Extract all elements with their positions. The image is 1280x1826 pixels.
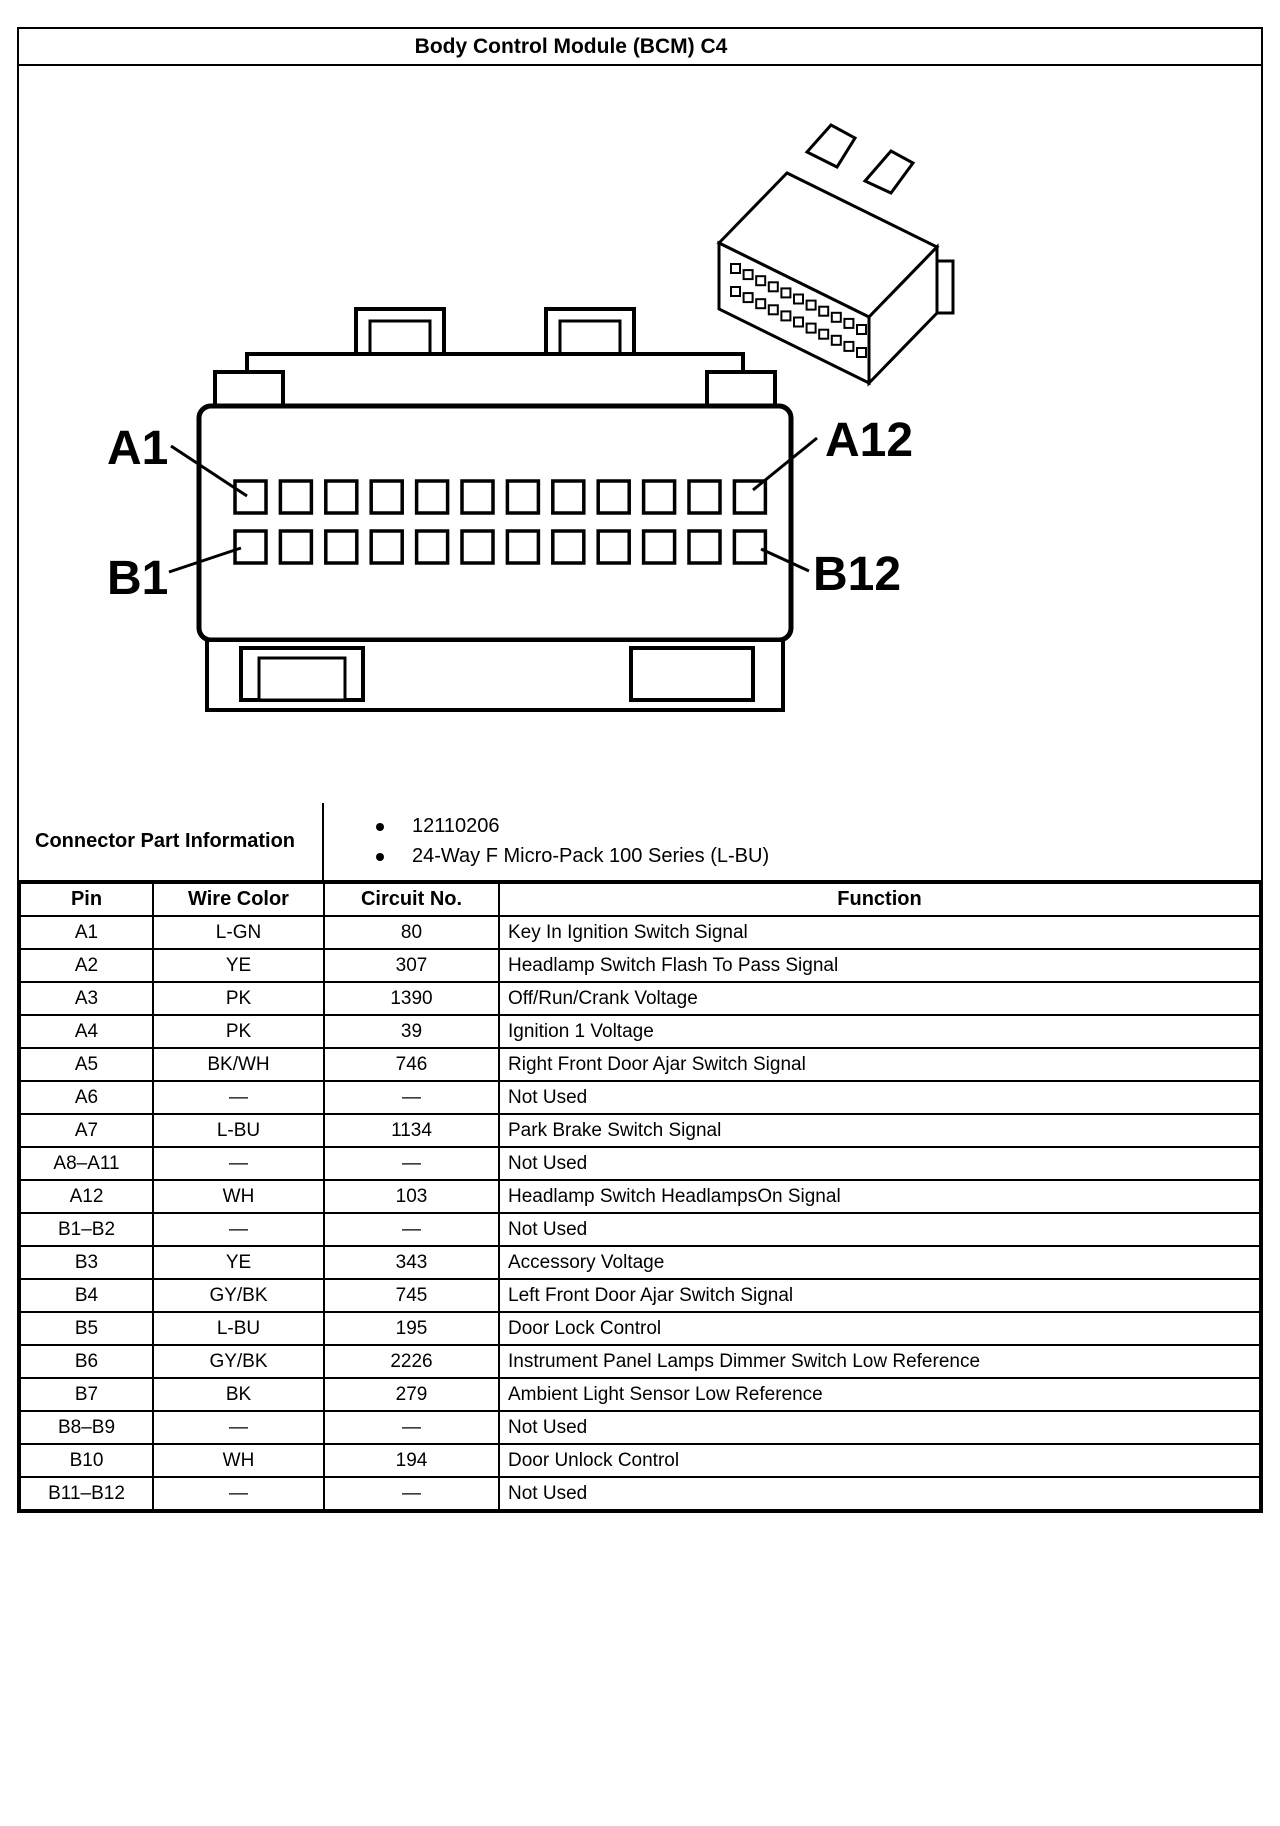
circuit-no-cell: 103: [324, 1180, 499, 1213]
function-cell: Instrument Panel Lamps Dimmer Switch Low Reference: [499, 1345, 1260, 1378]
function-cell: Door Lock Control: [499, 1312, 1260, 1345]
circuit-no-cell: 39: [324, 1015, 499, 1048]
part-description: 24-Way F Micro-Pack 100 Series (L-BU): [412, 845, 770, 867]
pin-cavity: [598, 481, 629, 513]
pin-cell: A3: [20, 982, 153, 1015]
pin-cell: A4: [20, 1015, 153, 1048]
label-b1: B1: [107, 552, 169, 605]
function-cell: Right Front Door Ajar Switch Signal: [499, 1048, 1260, 1081]
pin-cavity: [644, 481, 675, 513]
function-cell: Headlamp Switch HeadlampsOn Signal: [499, 1180, 1260, 1213]
pin-cell: A5: [20, 1048, 153, 1081]
function-cell: Ignition 1 Voltage: [499, 1015, 1260, 1048]
pin-cavity: [644, 531, 675, 563]
function-cell: Not Used: [499, 1411, 1260, 1444]
pin-hole-3d: [731, 287, 740, 296]
table-row: [20, 1477, 1260, 1510]
pin-cavity: [462, 531, 493, 563]
function-cell: Off/Run/Crank Voltage: [499, 982, 1260, 1015]
pin-cavity: [417, 481, 448, 513]
pin-cell: B10: [20, 1444, 153, 1477]
connector-diagram-svg: [19, 66, 1261, 803]
function-cell: Ambient Light Sensor Low Reference: [499, 1378, 1260, 1411]
side-tab: [937, 261, 953, 313]
pin-hole-3d: [844, 342, 853, 351]
pin-cavity: [734, 531, 765, 563]
pinout-table-body: [20, 916, 1260, 1510]
pin-cell: A7: [20, 1114, 153, 1147]
title-bar: [19, 29, 1261, 66]
table-row: [20, 1279, 1260, 1312]
pinout-table: [19, 882, 1261, 1511]
circuit-no-cell: —: [324, 1477, 499, 1510]
connector-front-view: [199, 309, 791, 710]
circuit-no-cell: 1390: [324, 982, 499, 1015]
pin-hole-3d: [756, 299, 765, 308]
wire-color-cell: BK/WH: [153, 1048, 324, 1081]
table-row: [20, 982, 1260, 1015]
function-cell: Left Front Door Ajar Switch Signal: [499, 1279, 1260, 1312]
pin-cell: A12: [20, 1180, 153, 1213]
function-cell: Accessory Voltage: [499, 1246, 1260, 1279]
function-cell: Key In Ignition Switch Signal: [499, 916, 1260, 949]
circuit-no-cell: 279: [324, 1378, 499, 1411]
function-cell: Not Used: [499, 1147, 1260, 1180]
connector-part-info: [19, 803, 1261, 882]
pin-cavity: [235, 481, 266, 513]
wire-color-cell: YE: [153, 949, 324, 982]
pin-cavity: [280, 531, 311, 563]
part-info-label: Connector Part Information: [19, 803, 324, 880]
pin-hole-3d: [832, 336, 841, 345]
circuit-no-cell: 2226: [324, 1345, 499, 1378]
wire-color-cell: —: [153, 1477, 324, 1510]
table-row: [20, 1114, 1260, 1147]
pin-cavity: [280, 481, 311, 513]
table-row: [20, 1213, 1260, 1246]
table-row: [20, 916, 1260, 949]
pin-hole-3d: [794, 318, 803, 327]
pin-hole-3d: [819, 307, 828, 316]
pin-cell: B4: [20, 1279, 153, 1312]
pin-cell: B6: [20, 1345, 153, 1378]
circuit-no-cell: —: [324, 1213, 499, 1246]
label-b12: B12: [813, 548, 902, 601]
connector-diagram: [19, 66, 1261, 803]
table-row: [20, 1345, 1260, 1378]
part-number: 12110206: [412, 815, 500, 837]
pin-cavity: [462, 481, 493, 513]
header-pin: Pin: [20, 883, 153, 916]
wire-color-cell: BK: [153, 1378, 324, 1411]
circuit-no-cell: 745: [324, 1279, 499, 1312]
circuit-no-cell: 1134: [324, 1114, 499, 1147]
circuit-no-cell: 194: [324, 1444, 499, 1477]
function-cell: Not Used: [499, 1213, 1260, 1246]
pin-cavity: [371, 531, 402, 563]
table-row: [20, 1015, 1260, 1048]
function-cell: Not Used: [499, 1081, 1260, 1114]
pin-cell: B1–B2: [20, 1213, 153, 1246]
pin-hole-3d: [781, 311, 790, 320]
function-cell: Headlamp Switch Flash To Pass Signal: [499, 949, 1260, 982]
latch-3d: [807, 125, 855, 167]
document-frame: [17, 27, 1263, 1513]
corner-bump: [707, 372, 775, 408]
table-row: [20, 949, 1260, 982]
wire-color-cell: —: [153, 1147, 324, 1180]
pin-cavity: [417, 531, 448, 563]
pin-cavity: [326, 481, 357, 513]
pin-hole-3d: [832, 313, 841, 322]
circuit-no-cell: —: [324, 1081, 499, 1114]
latch-3d: [865, 151, 913, 193]
wire-color-cell: GY/BK: [153, 1279, 324, 1312]
table-row: [20, 1444, 1260, 1477]
corner-bump: [215, 372, 283, 408]
pin-hole-3d: [844, 319, 853, 328]
table-row: [20, 1378, 1260, 1411]
circuit-no-cell: —: [324, 1147, 499, 1180]
pin-hole-3d: [794, 295, 803, 304]
pin-cavity: [734, 481, 765, 513]
skirt-slot: [631, 648, 753, 700]
wire-color-cell: L-GN: [153, 916, 324, 949]
pin-hole-3d: [731, 264, 740, 273]
circuit-no-cell: 80: [324, 916, 499, 949]
part-info-item: [376, 845, 1253, 868]
pin-cavity: [689, 531, 720, 563]
pin-hole-3d: [857, 325, 866, 334]
label-a12: A12: [825, 414, 914, 467]
pin-cavity: [371, 481, 402, 513]
label-a1: A1: [107, 422, 169, 475]
wire-color-cell: L-BU: [153, 1114, 324, 1147]
pin-cavity: [553, 481, 584, 513]
pin-hole-3d: [744, 270, 753, 279]
connector-3d-view: [719, 125, 953, 383]
pin-hole-3d: [819, 330, 828, 339]
pin-cell: A2: [20, 949, 153, 982]
pin-cavity: [507, 481, 538, 513]
page-title: Body Control Module (BCM) C4: [414, 34, 728, 58]
skirt-slot-inner: [259, 658, 345, 700]
pin-hole-3d: [807, 301, 816, 310]
wire-color-cell: —: [153, 1411, 324, 1444]
pin-cell: B3: [20, 1246, 153, 1279]
circuit-no-cell: 307: [324, 949, 499, 982]
table-row: [20, 1081, 1260, 1114]
function-cell: Not Used: [499, 1477, 1260, 1510]
pin-hole-3d: [807, 324, 816, 333]
wire-color-cell: L-BU: [153, 1312, 324, 1345]
wire-color-cell: —: [153, 1081, 324, 1114]
pin-cell: B11–B12: [20, 1477, 153, 1510]
wire-color-cell: WH: [153, 1180, 324, 1213]
pin-hole-3d: [781, 288, 790, 297]
top-strip: [247, 354, 743, 408]
wire-color-cell: —: [153, 1213, 324, 1246]
wire-color-cell: GY/BK: [153, 1345, 324, 1378]
table-row: [20, 1180, 1260, 1213]
bullet-icon: [376, 853, 384, 861]
pin-hole-3d: [857, 348, 866, 357]
pin-cavity: [598, 531, 629, 563]
circuit-no-cell: 746: [324, 1048, 499, 1081]
pin-cavity: [507, 531, 538, 563]
pin-hole-3d: [769, 282, 778, 291]
pin-cell: B8–B9: [20, 1411, 153, 1444]
pin-cell: B7: [20, 1378, 153, 1411]
pin-hole-3d: [756, 276, 765, 285]
table-row: [20, 1147, 1260, 1180]
header-circuit-no: Circuit No.: [324, 883, 499, 916]
function-cell: Park Brake Switch Signal: [499, 1114, 1260, 1147]
table-row: [20, 1411, 1260, 1444]
part-info-item: [376, 815, 1253, 838]
pin-cavity: [326, 531, 357, 563]
header-wire-color: Wire Color: [153, 883, 324, 916]
circuit-no-cell: 195: [324, 1312, 499, 1345]
wire-color-cell: WH: [153, 1444, 324, 1477]
connector-body: [199, 406, 791, 640]
table-row: [20, 1312, 1260, 1345]
circuit-no-cell: 343: [324, 1246, 499, 1279]
circuit-no-cell: —: [324, 1411, 499, 1444]
wire-color-cell: YE: [153, 1246, 324, 1279]
wire-color-cell: PK: [153, 1015, 324, 1048]
pin-hole-3d: [744, 293, 753, 302]
header-function: Function: [499, 883, 1260, 916]
pin-hole-3d: [769, 305, 778, 314]
pin-cavity: [553, 531, 584, 563]
table-header-row: [20, 883, 1260, 916]
part-info-items: [324, 803, 1261, 880]
pin-cell: A8–A11: [20, 1147, 153, 1180]
pin-cell: B5: [20, 1312, 153, 1345]
table-row: [20, 1246, 1260, 1279]
function-cell: Door Unlock Control: [499, 1444, 1260, 1477]
pin-cavity: [689, 481, 720, 513]
pin-cell: A6: [20, 1081, 153, 1114]
bullet-icon: [376, 823, 384, 831]
wire-color-cell: PK: [153, 982, 324, 1015]
pin-cell: A1: [20, 916, 153, 949]
table-row: [20, 1048, 1260, 1081]
